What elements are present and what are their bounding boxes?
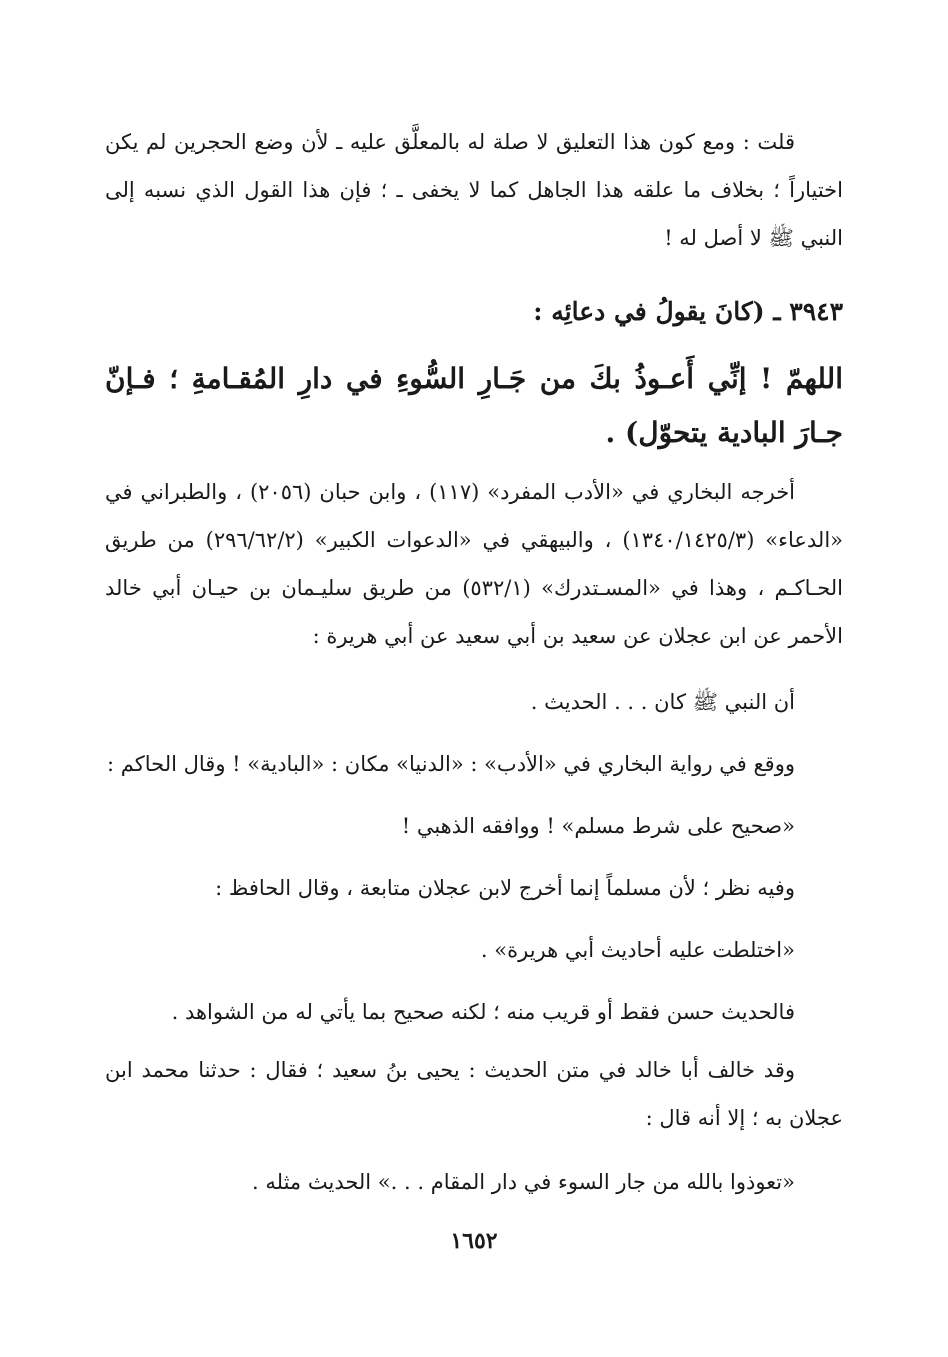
variant-wording-line: «تعوذوا بالله من جار السوء في دار المقام . . .» الحديث مثله . bbox=[252, 1170, 795, 1194]
grading-paragraph: فالحديث حسن فقط أو قريب منه ؛ لكنه صحيح بما يأتي له من الشواهد . bbox=[171, 1000, 795, 1024]
takhrij-paragraph: أخرجه البخاري في «الأدب المفرد» (١١٧) ، وابن حبان (٢٠٥٦) ، والطبراني في «الدعاء» (١٣٤٠/١٤٢٥/٣) ، والبيهقي في «الدعوات الكبير» (٢٩٦/٦٢/٢) من طريق الحـاكـم ، وهذا في «المسـتدرك» (٥٣٢/١) من طريق سليـمان بن حيـان أبي خالد الأحمر عن ابن عجلان عن سعيد بن أبي سعيد عن أبي هريرة : bbox=[105, 480, 844, 648]
page-number: ١٦٥٢ bbox=[450, 1228, 498, 1254]
hafiz-quote-line: «اختلطت عليه أحاديث أبي هريرة» . bbox=[480, 938, 795, 962]
hadith-text: اللهمّ ! إنِّي أَعـوذُ بكَ من جَـارِ السُّوءِ في دارِ المُقـامةِ ؛ فـإنّ جـارَ البادية يتحوّل) . bbox=[105, 362, 843, 449]
note-paragraph: قلت : ومع كون هذا التعليق لا صلة له بالمعلَّق عليه ـ لأن وضع الحجرين لم يكن اختياراً ؛ بخلاف ما علقه هذا الجاهل كما لا يخفى ـ ؛ فإن هذا القول الذي نسبه إلى النبي ﷺ لا أصل له ! bbox=[105, 130, 843, 250]
hakim-quote-line: «صحيح على شرط مسلم» ! ووافقه الذهبي ! bbox=[401, 814, 795, 838]
variant-chain-paragraph: وقد خالف أبا خالد في متن الحديث : يحيى بنُ سعيد ؛ فقال : حدثنا محمد ابن عجلان به ؛ إلا أنه قال : bbox=[105, 1058, 843, 1130]
hadith-heading: ٣٩٤٣ ـ (كانَ يقولُ في دعائِه : bbox=[533, 297, 843, 326]
critique-paragraph: وفيه نظر ؛ لأن مسلماً إنما أخرج لابن عجلان متابعة ، وقال الحافظ : bbox=[215, 876, 795, 900]
bukhari-variant-paragraph: ووقع في رواية البخاري في «الأدب» : «الدنيا» مكان : «البادية» ! وقال الحاكم : bbox=[107, 752, 795, 776]
hadith-reference-line: أن النبي ﷺ كان . . . الحديث . bbox=[530, 690, 795, 714]
